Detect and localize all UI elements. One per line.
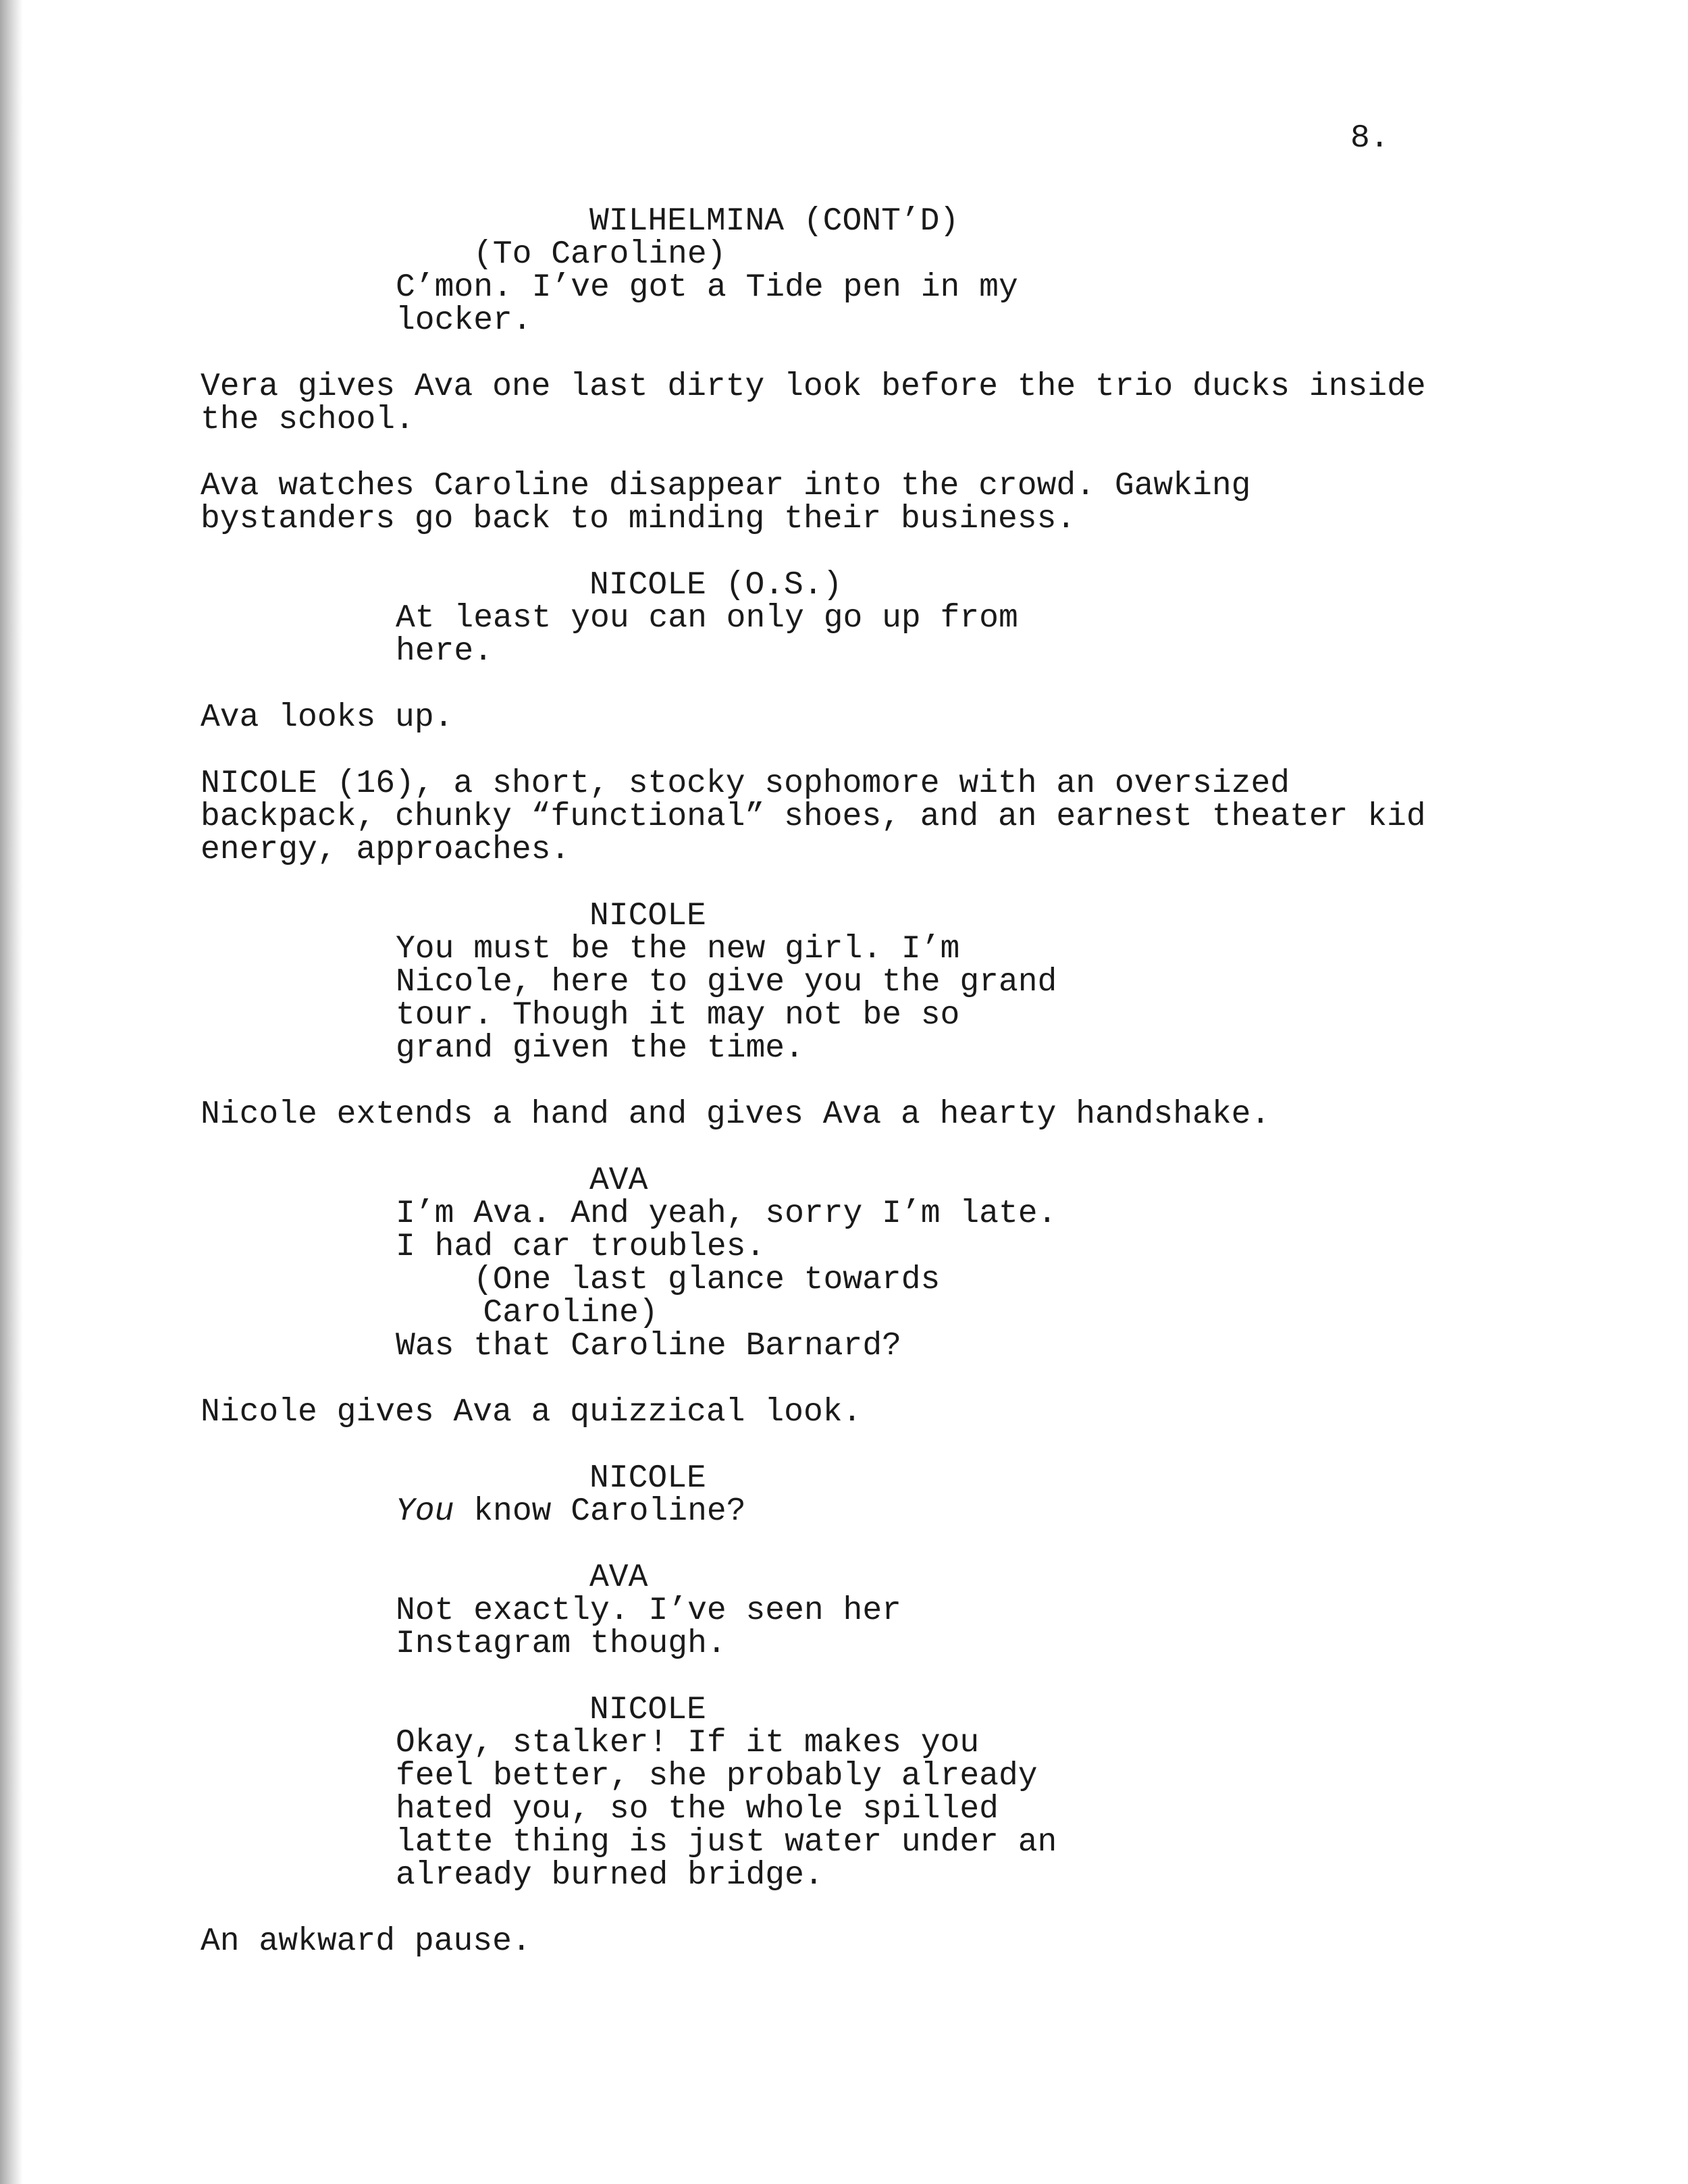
character-cue: WILHELMINA (CONT’D): [589, 203, 959, 240]
block-spacer: [201, 338, 1483, 371]
block-spacer: [201, 668, 1483, 701]
dialogue-line: C’mon. I’ve got a Tide pen in my locker.: [396, 269, 1018, 339]
character-cue: NICOLE: [589, 1692, 706, 1728]
action-line: Nicole extends a hand and gives Ava a hearty handshake.: [201, 1096, 1271, 1133]
dialogue-line: [396, 1495, 1084, 1528]
action-line: An awkward pause.: [201, 1923, 531, 1960]
page-number: 8.: [1350, 120, 1390, 157]
parenthetical: (To Caroline): [473, 236, 727, 273]
dialogue-line: Not exactly. I’ve seen her Instagram though.: [396, 1593, 901, 1662]
block-spacer: [201, 536, 1483, 569]
action-line: Vera gives Ava one last dirty look before the trio ducks inside the school.: [201, 369, 1426, 438]
block-spacer: [201, 1528, 1483, 1562]
block-spacer: [201, 1892, 1483, 1925]
dialogue-text: know Caroline?: [454, 1493, 746, 1530]
block-spacer: [201, 1429, 1483, 1462]
dialogue-line: You must be the new girl. I’m Nicole, here to give you the grand tour. Though it may not be so grand given the time.: [396, 931, 1057, 1067]
action-line: Ava looks up.: [201, 699, 454, 736]
block-spacer: [201, 1065, 1483, 1098]
screenplay-body: [201, 205, 1483, 1959]
block-spacer: [201, 867, 1483, 900]
character-cue: NICOLE: [589, 1460, 706, 1497]
character-cue: AVA: [589, 1163, 648, 1199]
block-spacer: [201, 1363, 1483, 1396]
italic-emphasis: You: [396, 1493, 454, 1530]
dialogue-line: I’m Ava. And yeah, sorry I’m late. I had car troubles.: [396, 1196, 1057, 1265]
block-spacer: [201, 1661, 1483, 1694]
parenthetical: (One last glance towards Caroline): [473, 1262, 941, 1331]
block-spacer: [201, 437, 1483, 470]
block-spacer: [201, 735, 1483, 768]
character-cue: AVA: [589, 1560, 648, 1596]
character-cue: NICOLE (O.S.): [589, 567, 843, 604]
action-line: Ava watches Caroline disappear into the crowd. Gawking bystanders go back to minding their business.: [201, 468, 1251, 537]
action-line: Nicole gives Ava a quizzical look.: [201, 1394, 862, 1431]
dialogue-line: Was that Caroline Barnard?: [396, 1328, 901, 1364]
block-spacer: [201, 1131, 1483, 1165]
action-line: NICOLE (16), a short, stocky sophomore with an oversized backpack, chunky “functional” shoes, and an earnest theater kid energy, approaches.: [201, 766, 1426, 868]
character-cue: NICOLE: [589, 898, 706, 934]
dialogue-line: At least you can only go up from here.: [396, 600, 1018, 670]
dialogue-line: Okay, stalker! If it makes you feel better, she probably already hated you, so the whole spilled latte thing is just water under an already burned bridge.: [396, 1725, 1057, 1894]
